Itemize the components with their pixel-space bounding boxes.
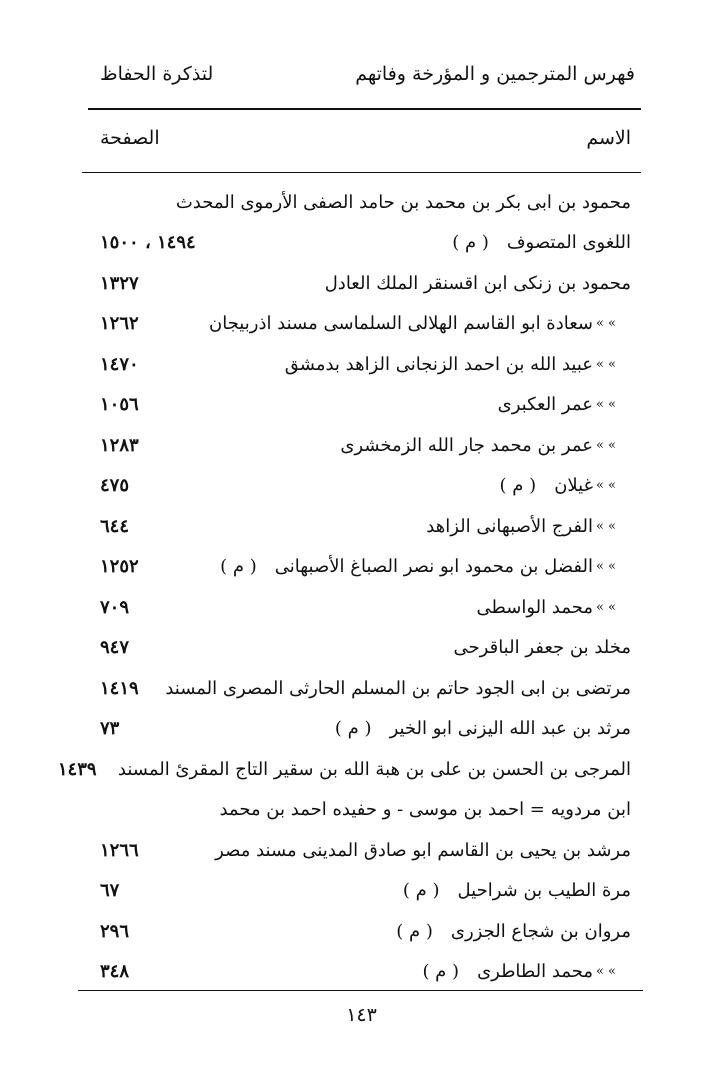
index-entry bbox=[100, 466, 631, 507]
entry-text: عمر بن محمد جار الله الزمخشرى bbox=[340, 434, 593, 456]
entry-page: ١٢٨٣ bbox=[100, 434, 139, 456]
entry-text: اللغوى المتصوف bbox=[506, 232, 631, 254]
death-marker: ( م ) bbox=[452, 232, 489, 254]
entry-page: ١٢٦٢ bbox=[100, 313, 139, 335]
column-header-name: الاسم bbox=[586, 127, 631, 149]
entry-page: ١٣٢٧ bbox=[100, 272, 139, 294]
entry-name bbox=[215, 840, 631, 861]
entry-name bbox=[396, 921, 631, 942]
index-entry bbox=[100, 506, 631, 547]
entry-page: ٦٤٤ bbox=[100, 515, 130, 537]
entry-name bbox=[500, 475, 631, 496]
entry-name bbox=[118, 759, 631, 780]
entry-text: مرتضى بن ابى الجود حاتم بن المسلم الحارثى المصرى المسند bbox=[165, 677, 631, 699]
ditto-mark: » » bbox=[595, 397, 617, 413]
entry-text: غيلان bbox=[554, 475, 593, 497]
entry-name bbox=[165, 678, 631, 699]
index-entry bbox=[100, 223, 631, 264]
ditto-mark: » » bbox=[595, 518, 617, 534]
entry-page: ٧٠٩ bbox=[100, 596, 130, 618]
entry-name bbox=[498, 394, 631, 415]
index-entry bbox=[100, 911, 631, 952]
death-marker: ( م ) bbox=[402, 880, 440, 902]
entry-text: محمود بن زنكى ابن اقسنقر الملك العادل bbox=[324, 272, 631, 294]
entry-text: مرة الطيب بن شراحيل bbox=[457, 880, 631, 902]
index-list bbox=[57, 182, 631, 992]
index-entry bbox=[100, 587, 631, 628]
index-entry bbox=[100, 628, 631, 669]
death-marker: ( م ) bbox=[396, 920, 433, 942]
entry-page: ١٤٩٤ ، ١٥٠٠ bbox=[100, 232, 196, 254]
entry-page: ١٢٦٦ bbox=[100, 839, 139, 861]
entry-page: ١٠٥٦ bbox=[100, 394, 139, 416]
entry-text: عمر العكبرى bbox=[497, 394, 593, 416]
entry-text: محمد الواسطى bbox=[476, 596, 593, 618]
entry-name bbox=[335, 718, 631, 739]
entry-name bbox=[209, 313, 631, 334]
entry-name bbox=[285, 354, 631, 375]
entry-name bbox=[452, 232, 631, 253]
header-title-right: فهرس المترجمين و المؤرخة وفاتهم bbox=[355, 63, 635, 85]
ditto-mark: » » bbox=[595, 316, 617, 332]
running-header bbox=[100, 54, 635, 94]
entry-text: الفضل بن محمود ابو نصر الصباغ الأصبهانى bbox=[274, 556, 593, 578]
index-entry bbox=[100, 790, 631, 831]
entry-page: ١٤٣٩ bbox=[57, 758, 97, 780]
header-rule bbox=[88, 108, 641, 110]
ditto-mark: » » bbox=[595, 599, 617, 615]
entry-text: محمد الطاطرى bbox=[477, 961, 593, 983]
column-header-rule bbox=[82, 172, 641, 173]
entry-page: ٧٣ bbox=[100, 718, 120, 740]
entry-page: ٩٤٧ bbox=[100, 637, 130, 659]
entry-name bbox=[176, 192, 631, 213]
ditto-mark: » » bbox=[595, 437, 617, 453]
ditto-mark: » » bbox=[595, 478, 617, 494]
entry-page: ٤٧٥ bbox=[100, 475, 130, 497]
column-headers bbox=[100, 118, 631, 158]
index-entry bbox=[100, 547, 631, 588]
ditto-mark: » » bbox=[595, 559, 617, 575]
death-marker: ( م ) bbox=[220, 556, 257, 578]
index-entry bbox=[100, 709, 631, 750]
ditto-mark: » » bbox=[595, 964, 617, 980]
entry-text: ابن مردويه = احمد بن موسى - و حفيده احمد بن محمد bbox=[219, 799, 631, 821]
entry-page: ٢٩٦ bbox=[100, 920, 130, 942]
column-header-page: الصفحة bbox=[100, 127, 160, 149]
entry-name bbox=[340, 435, 631, 456]
index-entry bbox=[100, 668, 631, 709]
entry-text: محمود بن ابى بكر بن محمد بن حامد الصفى الأرموى المحدث bbox=[175, 191, 631, 213]
page-number: ١٤٣ bbox=[346, 1004, 377, 1026]
footer-rule bbox=[78, 990, 643, 991]
entry-text: الفرج الأصبهانى الزاهد bbox=[426, 515, 593, 537]
entry-text: المرجى بن الحسن بن على بن هبة الله بن سقير التاج المقرئ المسند bbox=[117, 758, 631, 780]
entry-text: مروان بن شجاع الجزرى bbox=[450, 920, 631, 942]
entry-text: مرثد بن عبد الله اليزنى ابو الخير bbox=[389, 718, 631, 740]
index-entry bbox=[100, 830, 631, 871]
entry-name bbox=[220, 556, 631, 577]
death-marker: ( م ) bbox=[499, 475, 537, 497]
entry-text: مخلد بن جعفر الباقرحى bbox=[453, 637, 631, 659]
index-entry bbox=[57, 749, 631, 790]
entry-text: سعادة ابو القاسم الهلالى السلماسى مسند اذربيجان bbox=[208, 313, 593, 335]
entry-name bbox=[403, 880, 631, 901]
entry-name bbox=[219, 799, 631, 820]
death-marker: ( م ) bbox=[422, 961, 460, 983]
entry-text: مرشد بن يحيى بن القاسم ابو صادق المدينى مسند مصر bbox=[215, 839, 631, 861]
entry-text: عبيد الله بن احمد الزنجانى الزاهد بدمشق bbox=[284, 353, 593, 375]
entry-page: ١٢٥٢ bbox=[100, 556, 139, 578]
entry-name bbox=[477, 597, 631, 618]
index-entry bbox=[100, 871, 631, 912]
index-entry bbox=[100, 182, 631, 223]
entry-name bbox=[325, 273, 631, 294]
entry-name bbox=[454, 637, 631, 658]
index-entry bbox=[100, 952, 631, 993]
index-entry bbox=[100, 425, 631, 466]
entry-page: ٦٧ bbox=[100, 880, 120, 902]
death-marker: ( م ) bbox=[334, 718, 372, 740]
entry-name bbox=[422, 961, 631, 982]
entry-page: ٣٤٨ bbox=[100, 961, 130, 983]
index-entry bbox=[100, 344, 631, 385]
index-entry bbox=[100, 263, 631, 304]
index-entry bbox=[100, 385, 631, 426]
ditto-mark: » » bbox=[595, 356, 617, 372]
entry-name bbox=[426, 516, 631, 537]
entry-page: ١٤١٩ bbox=[100, 677, 139, 699]
header-title-left: لتذكرة الحفاظ bbox=[100, 63, 214, 85]
entry-page: ١٤٧٠ bbox=[100, 353, 139, 375]
index-entry bbox=[100, 304, 631, 345]
